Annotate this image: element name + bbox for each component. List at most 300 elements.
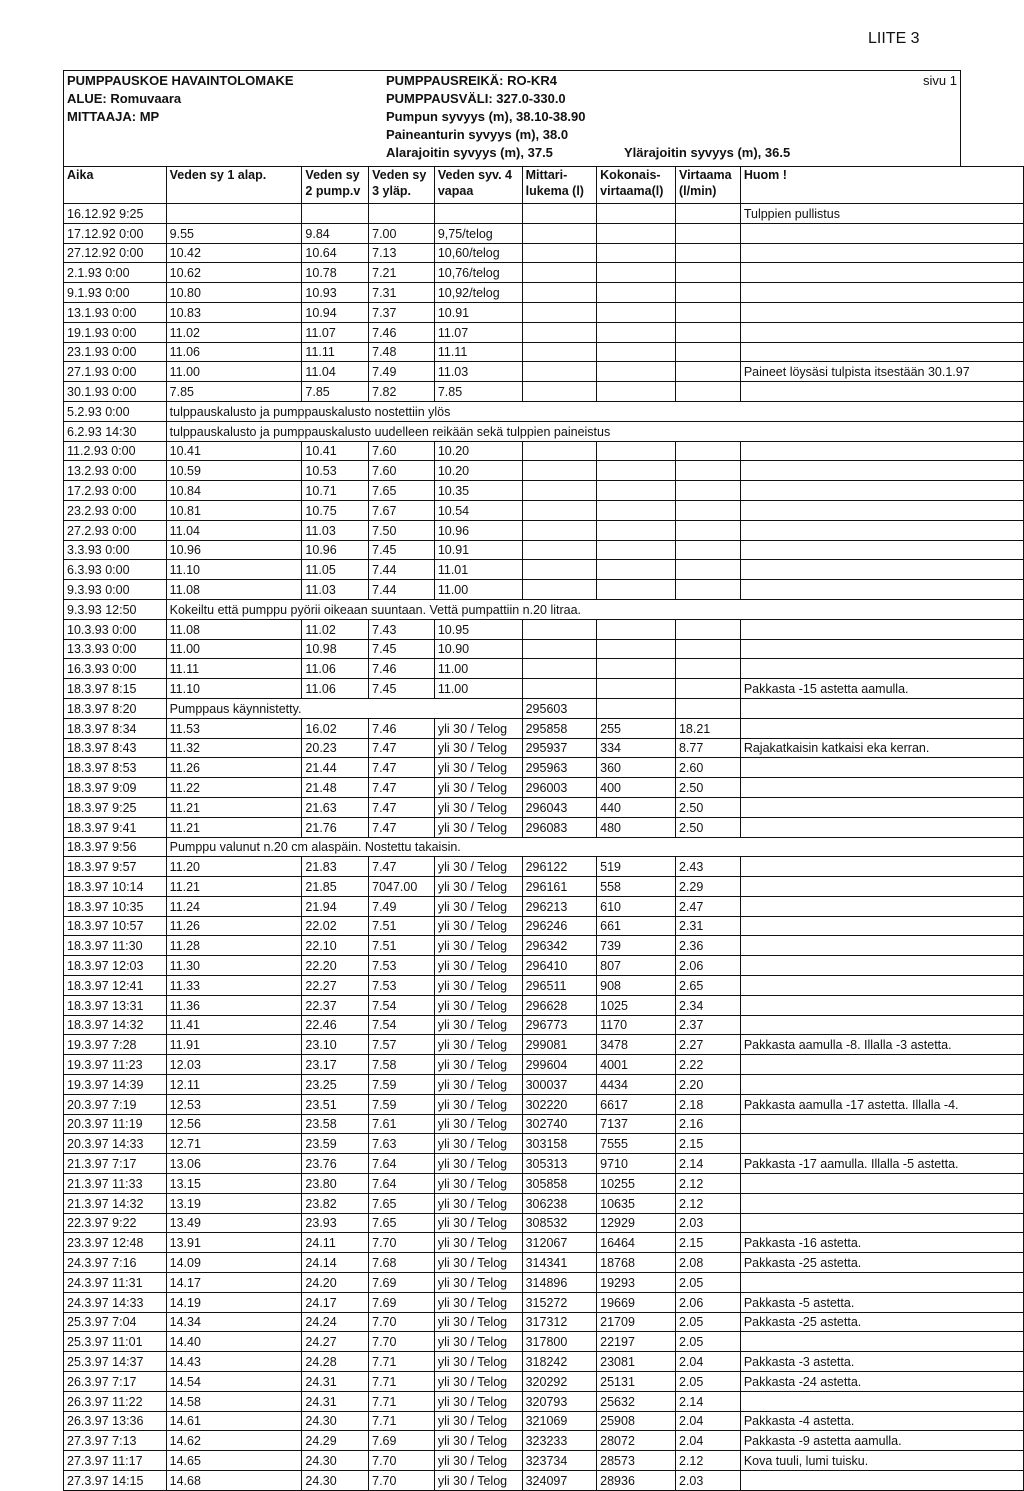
value-cell: 10.94 <box>302 302 369 322</box>
value-cell: 10.35 <box>434 481 522 501</box>
remark-cell <box>740 778 1023 798</box>
value-cell: 11.22 <box>166 778 302 798</box>
table-row <box>64 738 1024 758</box>
remark-cell: Pakkasta -16 astetta. <box>740 1233 1023 1253</box>
value-cell: 2.05 <box>675 1332 740 1352</box>
value-cell: 807 <box>597 956 676 976</box>
value-cell: 7.44 <box>369 560 435 580</box>
remark-cell <box>740 500 1023 520</box>
table-row <box>64 877 1024 897</box>
value-cell: 22.37 <box>302 995 369 1015</box>
value-cell: 24.11 <box>302 1233 369 1253</box>
value-cell: 7.69 <box>369 1292 435 1312</box>
value-cell: 14.40 <box>166 1332 302 1352</box>
value-cell <box>675 679 740 699</box>
value-cell: 21.94 <box>302 896 369 916</box>
value-cell: 13.15 <box>166 1174 302 1194</box>
value-cell: 23.51 <box>302 1094 369 1114</box>
note-cell: tulppauskalusto ja pumppauskalusto nostettiin ylös <box>166 401 1023 421</box>
value-cell: 7.51 <box>369 936 435 956</box>
value-cell: 10.71 <box>302 481 369 501</box>
value-cell: 13.06 <box>166 1154 302 1174</box>
time-cell: 20.3.97 7:19 <box>64 1094 167 1114</box>
value-cell: 295603 <box>522 698 597 718</box>
value-cell: 302220 <box>522 1094 597 1114</box>
value-cell: yli 30 / Telog <box>434 1035 522 1055</box>
table-row <box>64 599 1024 619</box>
value-cell: 480 <box>597 817 676 837</box>
value-cell: 7.50 <box>369 520 435 540</box>
value-cell <box>675 560 740 580</box>
value-cell: 7.45 <box>369 639 435 659</box>
value-cell: 11.33 <box>166 976 302 996</box>
value-cell: 7.43 <box>369 619 435 639</box>
value-cell <box>675 520 740 540</box>
value-cell: 2.05 <box>675 1372 740 1392</box>
value-cell: 2.50 <box>675 817 740 837</box>
value-cell <box>675 619 740 639</box>
table-row <box>64 243 1024 263</box>
value-cell: 10.81 <box>166 500 302 520</box>
value-cell: 296003 <box>522 778 597 798</box>
column-header: Veden sy 1 alap. <box>166 167 302 204</box>
value-cell: 20.23 <box>302 738 369 758</box>
remark-cell <box>740 758 1023 778</box>
value-cell <box>675 540 740 560</box>
value-cell: 7.45 <box>369 679 435 699</box>
value-cell: yli 30 / Telog <box>434 1094 522 1114</box>
table-row <box>64 362 1024 382</box>
value-cell: 25632 <box>597 1391 676 1411</box>
value-cell <box>522 659 597 679</box>
value-cell: 7.49 <box>369 362 435 382</box>
value-cell: 10.75 <box>302 500 369 520</box>
value-cell: 295963 <box>522 758 597 778</box>
table-row <box>64 1174 1024 1194</box>
value-cell: 24.24 <box>302 1312 369 1332</box>
value-cell: 14.09 <box>166 1253 302 1273</box>
value-cell: yli 30 / Telog <box>434 778 522 798</box>
time-cell: 9.3.93 12:50 <box>64 599 167 619</box>
time-cell: 27.3.97 7:13 <box>64 1431 167 1451</box>
value-cell: yli 30 / Telog <box>434 1292 522 1312</box>
value-cell: 2.60 <box>675 758 740 778</box>
value-cell: 334 <box>597 738 676 758</box>
value-cell <box>522 441 597 461</box>
time-cell: 23.1.93 0:00 <box>64 342 167 362</box>
value-cell: 2.36 <box>675 936 740 956</box>
table-row <box>64 758 1024 778</box>
table-row <box>64 1114 1024 1134</box>
value-cell: 661 <box>597 916 676 936</box>
time-cell: 18.3.97 9:09 <box>64 778 167 798</box>
remark-cell <box>740 283 1023 303</box>
value-cell: yli 30 / Telog <box>434 877 522 897</box>
remark-cell: Pakkasta -17 aamulla. Illalla -5 astetta. <box>740 1154 1023 1174</box>
area-field: ALUE: Romuvaara <box>67 91 182 106</box>
time-cell: 18.3.97 9:41 <box>64 817 167 837</box>
value-cell: 2.08 <box>675 1253 740 1273</box>
table-row <box>64 995 1024 1015</box>
remark-cell: Pakkasta -15 astetta aamulla. <box>740 679 1023 699</box>
value-cell: 24.28 <box>302 1352 369 1372</box>
value-cell: 10.20 <box>434 441 522 461</box>
value-cell: 10,92/telog <box>434 283 522 303</box>
value-cell: 11.03 <box>434 362 522 382</box>
value-cell: 300037 <box>522 1075 597 1095</box>
value-cell <box>597 461 676 481</box>
borehole-field: PUMPPAUSREIKÄ: RO-KR4 <box>386 73 557 88</box>
remark-cell <box>740 580 1023 600</box>
value-cell: yli 30 / Telog <box>434 817 522 837</box>
table-row <box>64 1213 1024 1233</box>
value-cell: 1170 <box>597 1015 676 1035</box>
remark-cell <box>740 639 1023 659</box>
value-cell <box>597 639 676 659</box>
value-cell: 296043 <box>522 797 597 817</box>
time-cell: 22.3.97 9:22 <box>64 1213 167 1233</box>
value-cell: 23.93 <box>302 1213 369 1233</box>
table-row <box>64 1233 1024 1253</box>
value-cell: yli 30 / Telog <box>434 1391 522 1411</box>
value-cell: 11.21 <box>166 877 302 897</box>
value-cell: 23.82 <box>302 1193 369 1213</box>
pump-depth-field: Pumpun syvyys (m), 38.10-38.90 <box>386 109 586 124</box>
value-cell: 13.49 <box>166 1213 302 1233</box>
value-cell: 295937 <box>522 738 597 758</box>
remark-cell <box>740 560 1023 580</box>
value-cell: 323233 <box>522 1431 597 1451</box>
value-cell: 7.68 <box>369 1253 435 1273</box>
table-row <box>64 441 1024 461</box>
value-cell <box>597 204 676 224</box>
time-cell: 19.1.93 0:00 <box>64 322 167 342</box>
table-row <box>64 1075 1024 1095</box>
time-cell: 27.2.93 0:00 <box>64 520 167 540</box>
value-cell: yli 30 / Telog <box>434 916 522 936</box>
value-cell: 11.20 <box>166 857 302 877</box>
value-cell: 7.53 <box>369 956 435 976</box>
value-cell: 306238 <box>522 1193 597 1213</box>
value-cell: 305858 <box>522 1174 597 1194</box>
remark-cell <box>740 1213 1023 1233</box>
value-cell <box>597 243 676 263</box>
value-cell: 10.62 <box>166 263 302 283</box>
value-cell: 2.27 <box>675 1035 740 1055</box>
value-cell <box>597 619 676 639</box>
value-cell: 12929 <box>597 1213 676 1233</box>
value-cell: 11.11 <box>302 342 369 362</box>
value-cell: 14.34 <box>166 1312 302 1332</box>
table-row <box>64 204 1024 224</box>
time-cell: 11.2.93 0:00 <box>64 441 167 461</box>
value-cell: 10.98 <box>302 639 369 659</box>
value-cell: 10.84 <box>166 481 302 501</box>
table-row <box>64 1292 1024 1312</box>
time-cell: 19.3.97 7:28 <box>64 1035 167 1055</box>
value-cell: 296410 <box>522 956 597 976</box>
table-row <box>64 580 1024 600</box>
value-cell: 318242 <box>522 1352 597 1372</box>
value-cell: yli 30 / Telog <box>434 1233 522 1253</box>
remark-cell <box>740 1332 1023 1352</box>
value-cell: yli 30 / Telog <box>434 1273 522 1293</box>
remark-cell <box>740 659 1023 679</box>
form-header <box>63 70 961 166</box>
value-cell: 22.46 <box>302 1015 369 1035</box>
value-cell: 7.61 <box>369 1114 435 1134</box>
value-cell: 18768 <box>597 1253 676 1273</box>
value-cell: 2.50 <box>675 797 740 817</box>
value-cell <box>522 223 597 243</box>
value-cell: 2.05 <box>675 1312 740 1332</box>
time-cell: 16.12.92 9:25 <box>64 204 167 224</box>
value-cell: 22.20 <box>302 956 369 976</box>
value-cell <box>597 342 676 362</box>
value-cell: 7.71 <box>369 1372 435 1392</box>
value-cell: 21.48 <box>302 778 369 798</box>
table-row <box>64 322 1024 342</box>
time-cell: 13.2.93 0:00 <box>64 461 167 481</box>
remark-cell: Pakkasta -3 astetta. <box>740 1352 1023 1372</box>
value-cell: 296083 <box>522 817 597 837</box>
value-cell <box>522 263 597 283</box>
value-cell: 21.83 <box>302 857 369 877</box>
time-cell: 9.3.93 0:00 <box>64 580 167 600</box>
value-cell: 14.43 <box>166 1352 302 1372</box>
value-cell <box>675 362 740 382</box>
remark-cell <box>740 877 1023 897</box>
value-cell: 296342 <box>522 936 597 956</box>
table-row <box>64 481 1024 501</box>
value-cell: 7.46 <box>369 659 435 679</box>
column-header: Huom ! <box>740 167 1023 204</box>
time-cell: 9.1.93 0:00 <box>64 283 167 303</box>
value-cell <box>675 382 740 402</box>
remark-cell <box>740 619 1023 639</box>
table-row <box>64 1154 1024 1174</box>
table-row <box>64 659 1024 679</box>
value-cell: yli 30 / Telog <box>434 1312 522 1332</box>
value-cell: 2.05 <box>675 1273 740 1293</box>
value-cell <box>597 223 676 243</box>
value-cell: 7.64 <box>369 1154 435 1174</box>
value-cell <box>522 481 597 501</box>
table-row <box>64 342 1024 362</box>
table-row <box>64 302 1024 322</box>
value-cell: 11.05 <box>302 560 369 580</box>
value-cell <box>522 520 597 540</box>
value-cell: 7.48 <box>369 342 435 362</box>
value-cell: 7.67 <box>369 500 435 520</box>
remark-cell: Paineet löysäsi tulpista itsestään 30.1.97 <box>740 362 1023 382</box>
value-cell: 11.41 <box>166 1015 302 1035</box>
value-cell: 11.07 <box>434 322 522 342</box>
table-row <box>64 1015 1024 1035</box>
value-cell: 12.03 <box>166 1055 302 1075</box>
value-cell: 10.91 <box>434 302 522 322</box>
value-cell: 7.69 <box>369 1273 435 1293</box>
remark-cell <box>740 1174 1023 1194</box>
remark-cell <box>740 896 1023 916</box>
page-number: sivu 1 <box>923 73 957 88</box>
time-cell: 18.3.97 10:35 <box>64 896 167 916</box>
value-cell <box>675 243 740 263</box>
time-cell: 27.3.97 14:15 <box>64 1471 167 1491</box>
value-cell: 11.08 <box>166 619 302 639</box>
value-cell <box>522 382 597 402</box>
value-cell: 7.13 <box>369 243 435 263</box>
value-cell: 2.03 <box>675 1213 740 1233</box>
time-cell: 27.1.93 0:00 <box>64 362 167 382</box>
value-cell: 317312 <box>522 1312 597 1332</box>
value-cell <box>675 639 740 659</box>
table-row <box>64 1134 1024 1154</box>
value-cell: 21709 <box>597 1312 676 1332</box>
remark-cell: Kova tuuli, lumi tuisku. <box>740 1451 1023 1471</box>
value-cell: 23.17 <box>302 1055 369 1075</box>
value-cell <box>597 263 676 283</box>
table-row <box>64 916 1024 936</box>
time-cell: 25.3.97 11:01 <box>64 1332 167 1352</box>
value-cell: 739 <box>597 936 676 956</box>
value-cell <box>675 500 740 520</box>
time-cell: 18.3.97 9:25 <box>64 797 167 817</box>
value-cell: 296628 <box>522 995 597 1015</box>
value-cell <box>522 540 597 560</box>
table-row <box>64 1451 1024 1471</box>
value-cell <box>522 500 597 520</box>
value-cell: 610 <box>597 896 676 916</box>
value-cell <box>597 441 676 461</box>
value-cell: 2.04 <box>675 1431 740 1451</box>
value-cell: 558 <box>597 877 676 897</box>
value-cell: 19293 <box>597 1273 676 1293</box>
value-cell: 10,60/telog <box>434 243 522 263</box>
value-cell: 7.45 <box>369 540 435 560</box>
value-cell: 6617 <box>597 1094 676 1114</box>
value-cell: yli 30 / Telog <box>434 896 522 916</box>
time-cell: 3.3.93 0:00 <box>64 540 167 560</box>
value-cell: 22.10 <box>302 936 369 956</box>
value-cell: 23.76 <box>302 1154 369 1174</box>
value-cell <box>597 362 676 382</box>
value-cell: 28936 <box>597 1471 676 1491</box>
value-cell: 7555 <box>597 1134 676 1154</box>
remark-cell <box>740 1015 1023 1035</box>
value-cell: 2.18 <box>675 1094 740 1114</box>
value-cell <box>597 302 676 322</box>
value-cell: 3478 <box>597 1035 676 1055</box>
remark-cell <box>740 1134 1023 1154</box>
value-cell <box>369 204 435 224</box>
remark-cell <box>740 718 1023 738</box>
value-cell: 10.53 <box>302 461 369 481</box>
remark-cell <box>740 916 1023 936</box>
value-cell: yli 30 / Telog <box>434 1015 522 1035</box>
sensor-depth-field: Paineanturin syvyys (m), 38.0 <box>386 127 569 142</box>
value-cell: yli 30 / Telog <box>434 1213 522 1233</box>
value-cell: 7.54 <box>369 1015 435 1035</box>
time-cell: 25.3.97 7:04 <box>64 1312 167 1332</box>
value-cell: 9.84 <box>302 223 369 243</box>
value-cell: 23.59 <box>302 1134 369 1154</box>
value-cell: 303158 <box>522 1134 597 1154</box>
value-cell: 10.83 <box>166 302 302 322</box>
value-cell: 11.30 <box>166 956 302 976</box>
value-cell <box>522 679 597 699</box>
value-cell: 28573 <box>597 1451 676 1471</box>
value-cell: 23.58 <box>302 1114 369 1134</box>
value-cell: 7.85 <box>434 382 522 402</box>
time-cell: 27.3.97 11:17 <box>64 1451 167 1471</box>
value-cell: 10.64 <box>302 243 369 263</box>
time-cell: 27.12.92 0:00 <box>64 243 167 263</box>
value-cell <box>675 283 740 303</box>
value-cell: 299081 <box>522 1035 597 1055</box>
value-cell: 321069 <box>522 1411 597 1431</box>
time-cell: 19.3.97 11:23 <box>64 1055 167 1075</box>
table-row <box>64 619 1024 639</box>
value-cell: 24.30 <box>302 1411 369 1431</box>
column-header: Virtaama (l/min) <box>675 167 740 204</box>
value-cell <box>302 204 369 224</box>
value-cell: 314896 <box>522 1273 597 1293</box>
remark-cell <box>740 382 1023 402</box>
table-row <box>64 1431 1024 1451</box>
value-cell: 10255 <box>597 1174 676 1194</box>
value-cell: 908 <box>597 976 676 996</box>
value-cell: 22.27 <box>302 976 369 996</box>
value-cell: 11.53 <box>166 718 302 738</box>
value-cell: 7.21 <box>369 263 435 283</box>
remark-cell <box>740 956 1023 976</box>
table-row <box>64 797 1024 817</box>
value-cell: 10.96 <box>302 540 369 560</box>
value-cell: 14.54 <box>166 1372 302 1392</box>
value-cell: 312067 <box>522 1233 597 1253</box>
value-cell: 14.17 <box>166 1273 302 1293</box>
value-cell <box>597 283 676 303</box>
value-cell: 323734 <box>522 1451 597 1471</box>
value-cell: 7.70 <box>369 1471 435 1491</box>
table-row <box>64 857 1024 877</box>
remark-cell: Tulppien pullistus <box>740 204 1023 224</box>
value-cell <box>597 540 676 560</box>
table-row <box>64 1055 1024 1075</box>
value-cell: 14.58 <box>166 1391 302 1411</box>
value-cell: 11.11 <box>166 659 302 679</box>
remark-cell: Pakkasta -5 astetta. <box>740 1292 1023 1312</box>
value-cell: 16.02 <box>302 718 369 738</box>
value-cell: yli 30 / Telog <box>434 1471 522 1491</box>
value-cell: 10.41 <box>166 441 302 461</box>
value-cell: 296122 <box>522 857 597 877</box>
value-cell: 19669 <box>597 1292 676 1312</box>
remark-cell <box>740 461 1023 481</box>
time-cell: 24.3.97 7:16 <box>64 1253 167 1273</box>
remark-cell <box>740 302 1023 322</box>
table-row <box>64 896 1024 916</box>
remark-cell <box>740 520 1023 540</box>
value-cell <box>675 342 740 362</box>
time-cell: 25.3.97 14:37 <box>64 1352 167 1372</box>
value-cell: 7.70 <box>369 1332 435 1352</box>
value-cell <box>522 302 597 322</box>
remark-cell: Rajakatkaisin katkaisi eka kerran. <box>740 738 1023 758</box>
value-cell: 7.70 <box>369 1451 435 1471</box>
value-cell: 14.68 <box>166 1471 302 1491</box>
